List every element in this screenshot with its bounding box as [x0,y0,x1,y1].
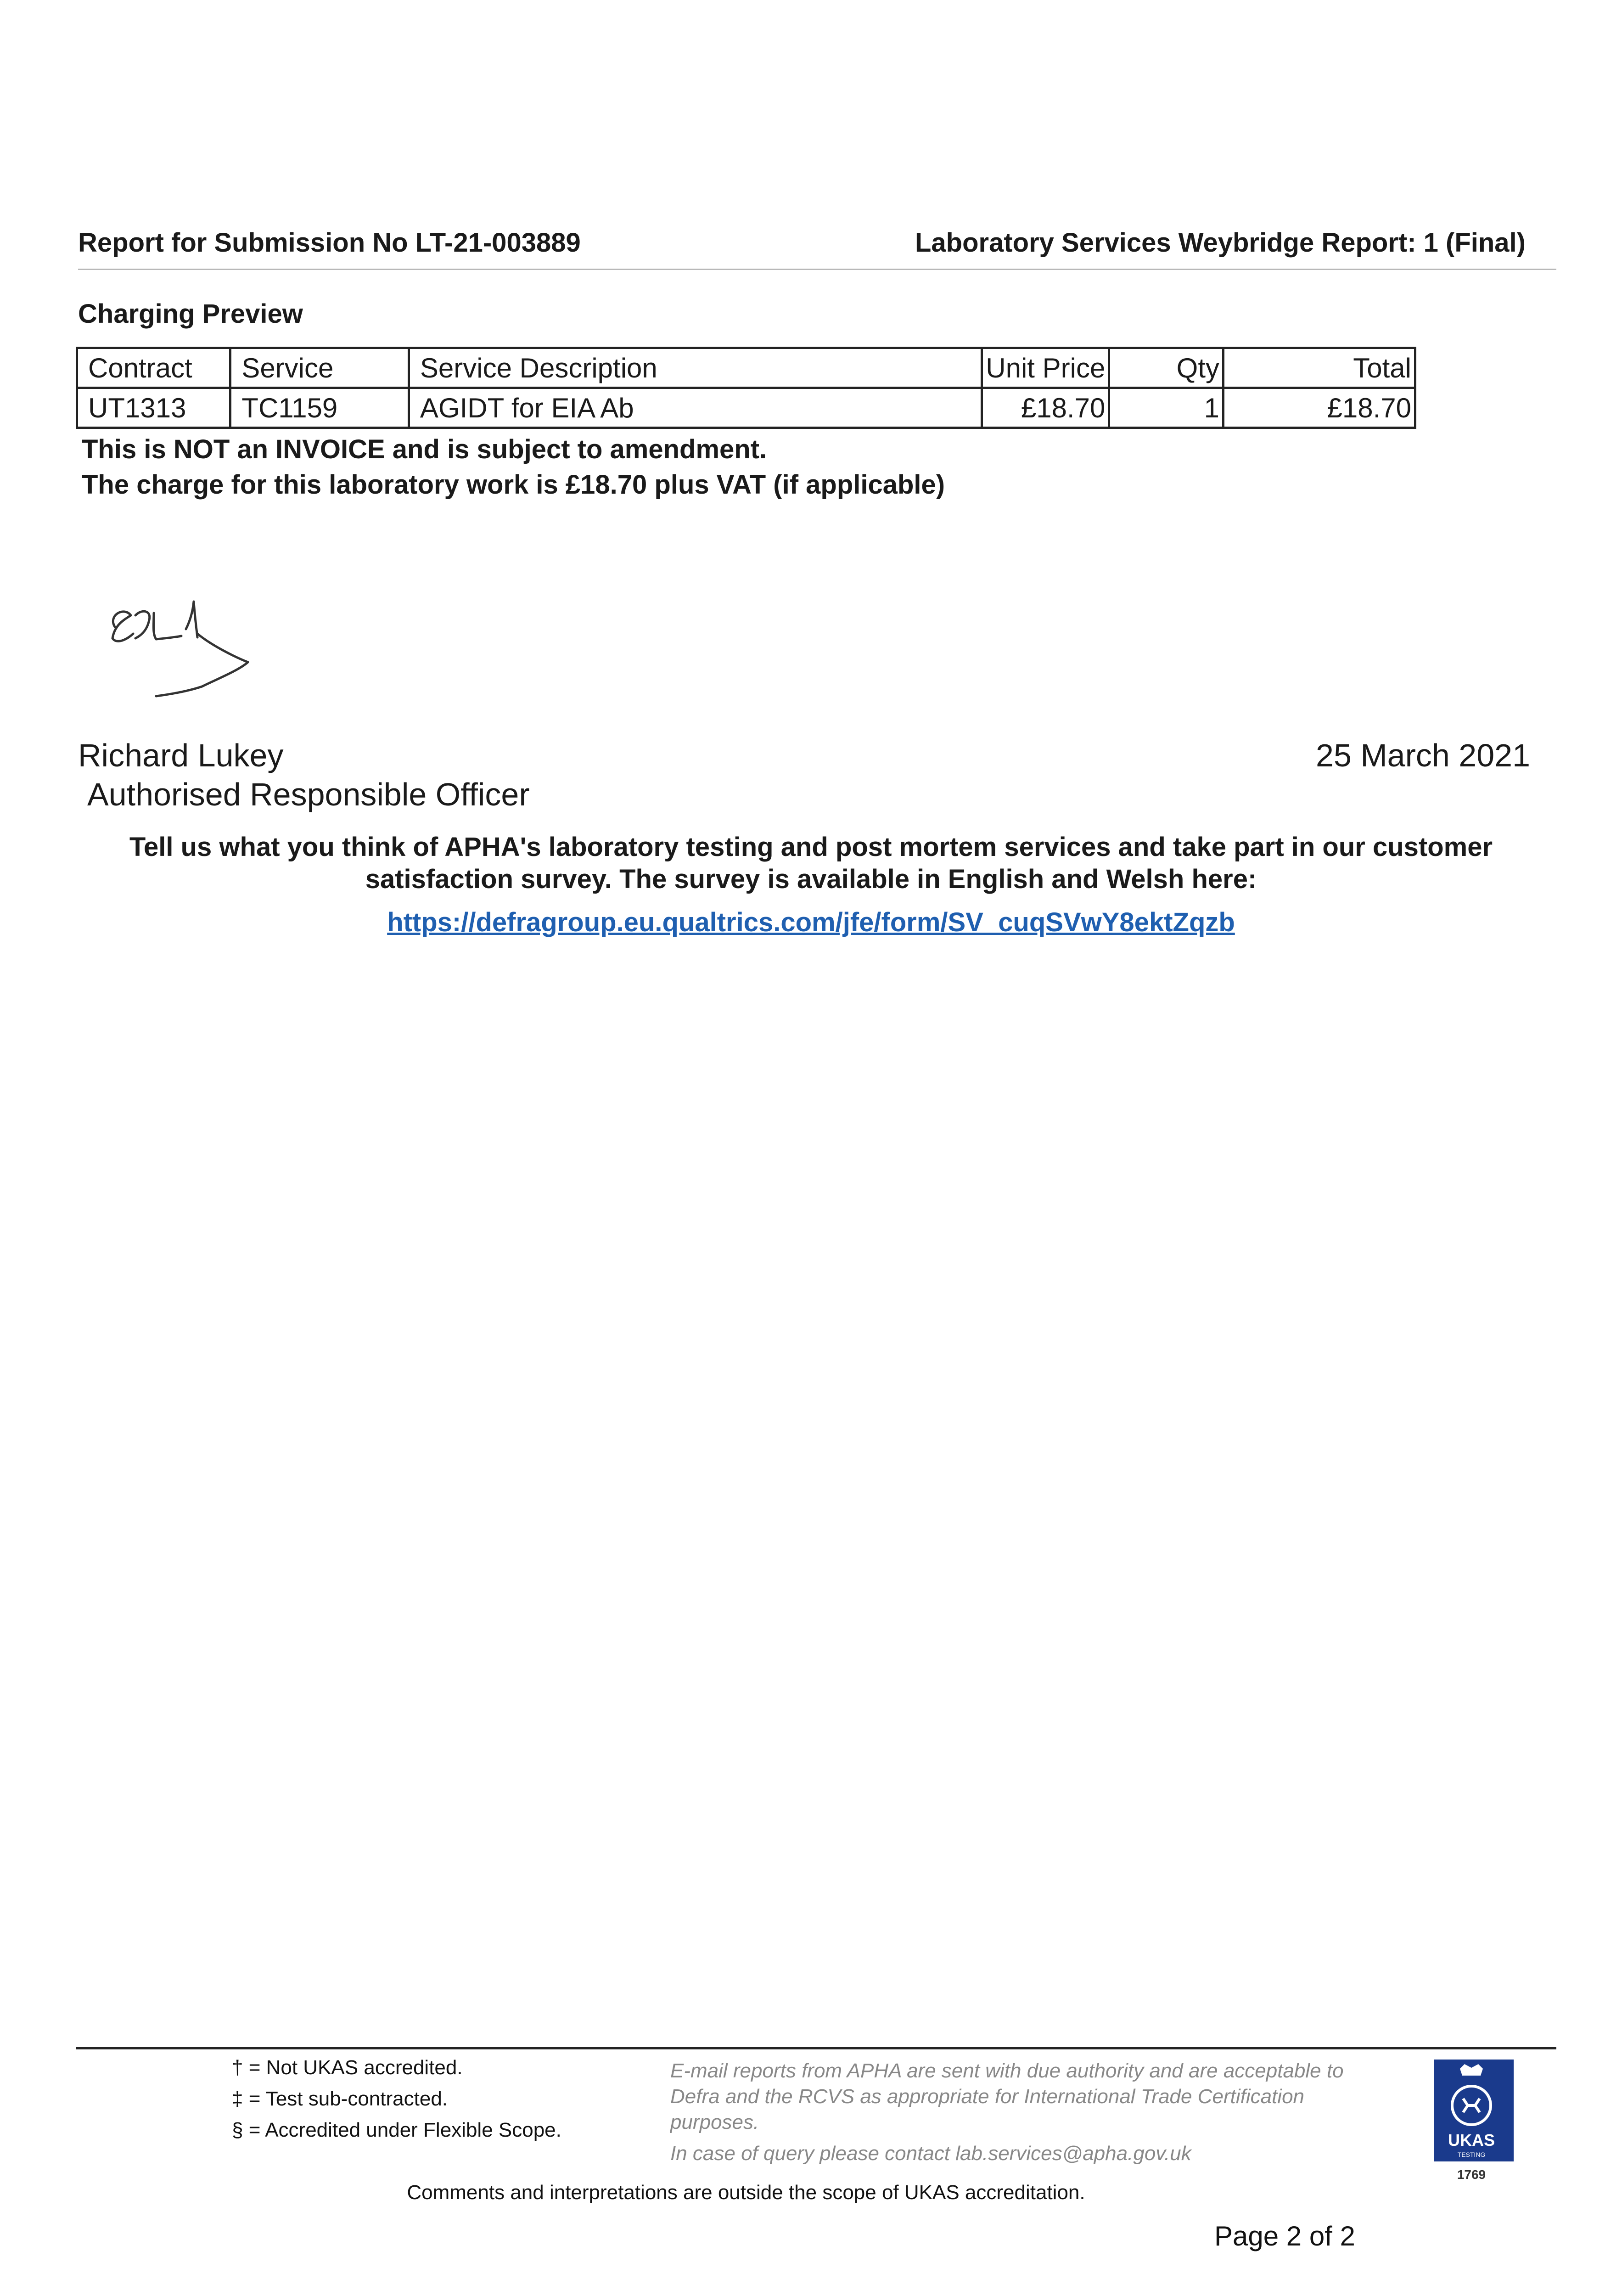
header-divider [78,269,1556,270]
cell-contract: UT1313 [77,388,230,428]
col-qty: Qty [1109,348,1224,388]
not-invoice-note: This is NOT an INVOICE and is subject to amendment. [82,434,767,464]
svg-text:UKAS: UKAS [1448,2131,1495,2150]
legend-sub-contracted: ‡ = Test sub-contracted. [232,2088,448,2110]
signatory-name: Richard Lukey [78,737,284,773]
signatory-role: Authorised Responsible Officer [87,777,530,812]
cell-unit-price: £18.70 [982,388,1109,428]
legend-flexible-scope: § = Accredited under Flexible Scope. [232,2119,561,2141]
survey-link[interactable]: https://defragroup.eu.qualtrics.com/jfe/form/SV_cuqSVwY8ektZqzb [387,907,1235,937]
report-lab-title: Laboratory Services Weybridge Report: 1 (Final) [915,228,1526,258]
survey-text: Tell us what you think of APHA's laboratory testing and post mortem services and take part in our customer satisfaction survey. The survey is available in English and Welsh here: [129,832,1493,894]
ukas-badge-icon [1426,2055,1517,2186]
report-date: 25 March 2021 [1316,737,1530,773]
report-submission-title: Report for Submission No LT-21-003889 [78,228,581,258]
ukas-logo [1426,2055,1517,2186]
charge-note: The charge for this laboratory work is £18.70 plus VAT (if applicable) [82,470,945,500]
col-service-description: Service Description [409,348,982,388]
cell-service-description: AGIDT for EIA Ab [409,388,982,428]
table-header-row [77,348,1415,388]
email-authority-note: E-mail reports from APHA are sent with due authority and are acceptable to Defra and the RCVS as appropriate for International Trade Certification purposes. [670,2060,1344,2133]
footer-divider [76,2047,1556,2049]
legend-not-accredited: † = Not UKAS accredited. [232,2056,463,2079]
svg-text:1769: 1769 [1457,2167,1486,2182]
col-unit-price: Unit Price [982,348,1109,388]
cell-total: £18.70 [1224,388,1415,428]
ukas-scope-note: Comments and interpretations are outside the scope of UKAS accreditation. [407,2181,1085,2204]
charging-table [76,347,1416,429]
query-contact-note: In case of query please contact lab.services@apha.gov.uk [670,2142,1191,2165]
signature-image [96,588,317,726]
cell-service: TC1159 [230,388,409,428]
col-total: Total [1224,348,1415,388]
col-contract: Contract [77,348,230,388]
cell-qty: 1 [1109,388,1224,428]
charging-preview-title: Charging Preview [78,299,303,329]
svg-text:TESTING: TESTING [1457,2151,1486,2158]
page-number: Page 2 of 2 [1214,2221,1355,2251]
col-service: Service [230,348,409,388]
table-row [77,388,1415,428]
